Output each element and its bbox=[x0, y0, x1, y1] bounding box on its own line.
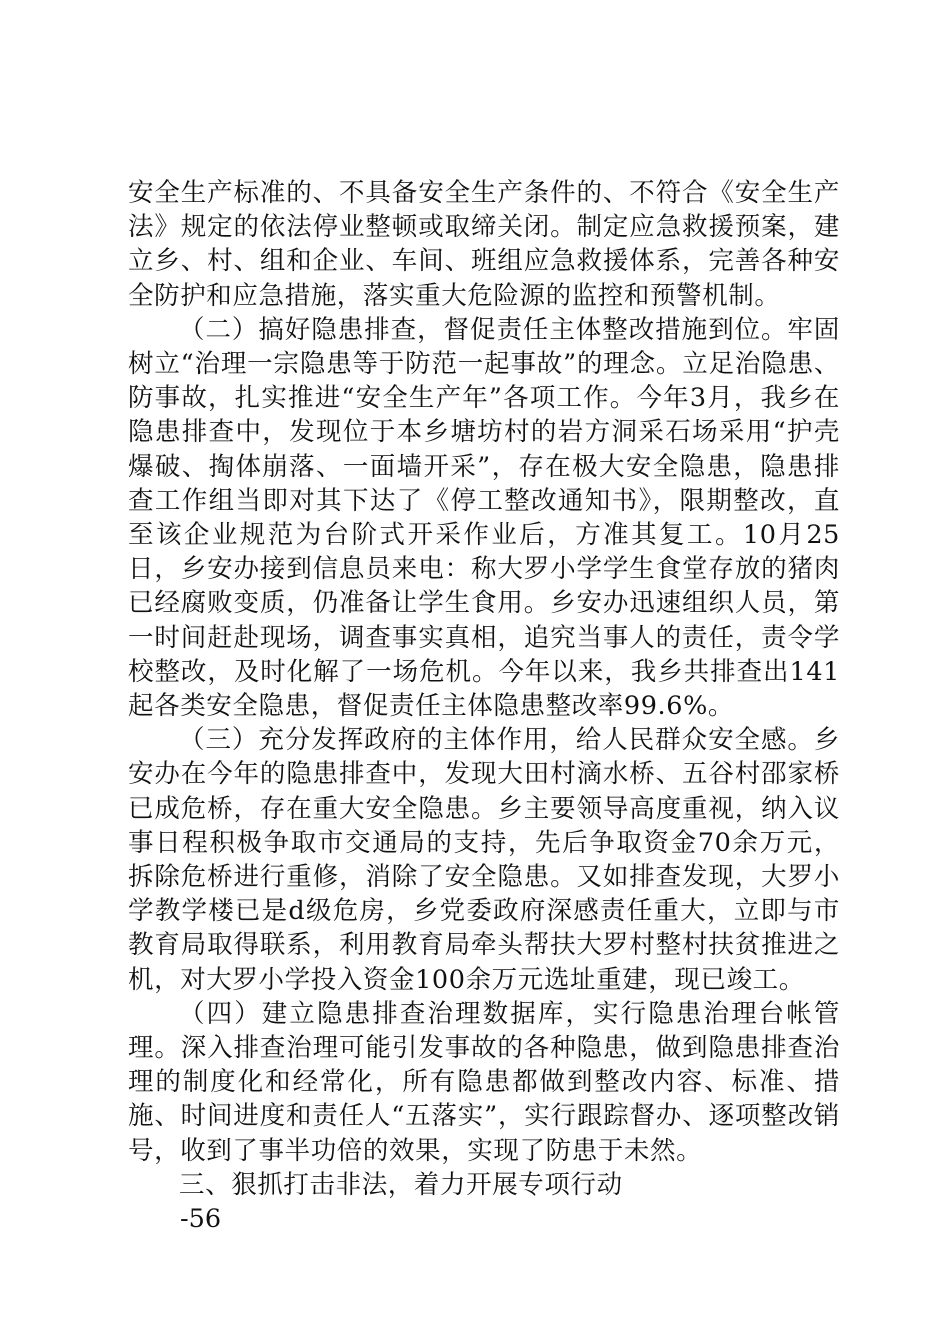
paragraph-government-role: （三）充分发挥政府的主体作用，给人民群众安全感。乡安办在今年的隐患排查中，发现大田村滴水桥、五谷村邵家桥已成危桥，存在重大安全隐患。乡主要领导高度重视，纳入议事日程积极争取市交通局的支持，先后争取资金70余万元，拆除危桥进行重修，消除了安全隐患。又如排查发现，大罗小学教学楼已是d级危房，乡党委政府深感责任重大，立即与市教育局取得联系，利用教育局牵头帮扶大罗村整村扶贫推进之机，对大罗小学投入资金100余万元选址重建，现已竣工。 bbox=[128, 725, 840, 995]
section-heading: 三、狠抓打击非法，着力开展专项行动 bbox=[179, 1169, 623, 1200]
paragraph-hazard-database: （四）建立隐患排查治理数据库，实行隐患治理台帐管理。深入排查治理可能引发事故的各种隐患，做到隐患排查治理的制度化和经常化，所有隐患都做到整改内容、标准、措施、时间进度和责任人“五落实”，实行跟踪督办、逐项整改销号，收到了事半功倍的效果，实现了防患于未然。 bbox=[128, 998, 840, 1166]
paragraph-hazard-inspection: （二）搞好隐患排查，督促责任主体整改措施到位。牢固树立“治理一宗隐患等于防范一起事故”的理念。立足治隐患、防事故，扎实推进“安全生产年”各项工作。今年3月，我乡在隐患排查中，发现位于本乡塘坊村的岩方洞采石场采用“护壳爆破、掏体崩落、一面墙开采”，存在极大安全隐患，隐患排查工作组当即对其下达了《停工整改通知书》，限期整改，直至该企业规范为台阶式开采作业后，方准其复工。10月25日，乡安办接到信息员来电：称大罗小学学生食堂存放的猪肉已经腐败变质，仍准备让学生食用。乡安办迅速组织人员，第一时间赶赴现场，调查事实真相，追究当事人的责任，责令学校整改，及时化解了一场危机。今年以来，我乡共排查出141起各类安全隐患，督促责任主体隐患整改率99.6%。 bbox=[128, 314, 840, 722]
paragraph-continuation: 安全生产标准的、不具备安全生产条件的、不符合《安全生产法》规定的依法停业整顿或取缔关闭。制定应急救援预案，建立乡、村、组和企业、车间、班组应急救援体系，完善各种安全防护和应急措施，落实重大危险源的监控和预警机制。 bbox=[128, 178, 840, 311]
document-page bbox=[128, 176, 840, 1236]
page-number: -56 bbox=[180, 1204, 222, 1235]
